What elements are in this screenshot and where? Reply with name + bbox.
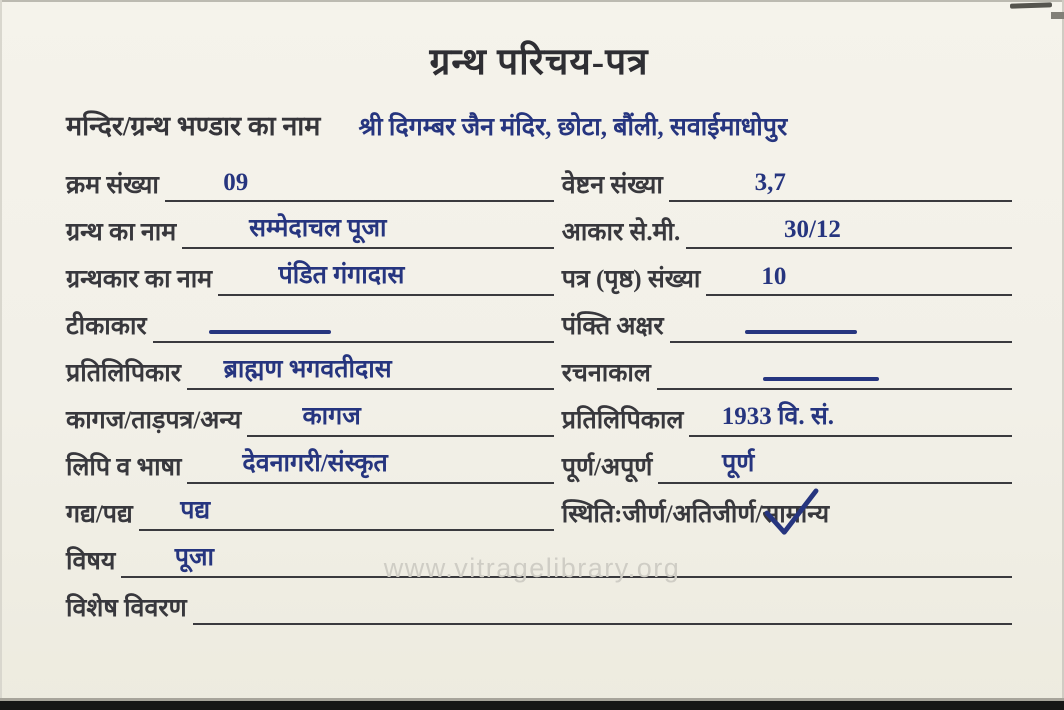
ink-dash (209, 330, 331, 334)
field-label (562, 501, 835, 531)
fill-line (247, 399, 553, 437)
handwritten-value: 30/12 (783, 216, 841, 244)
field-label: कागज/ताड़पत्र/अन्य (66, 407, 242, 435)
field-composition-date (554, 343, 1012, 390)
handwritten-value: पूर्ण (722, 450, 755, 478)
field-complete-incomplete (554, 437, 1012, 484)
field-label: क्रम संख्या (66, 172, 159, 200)
handwritten-value: 3,7 (754, 169, 786, 197)
field-label: गद्य/पद्य (66, 501, 133, 529)
field-label: पंक्ति अक्षर (561, 313, 664, 341)
scan-edge-bottom (0, 701, 1064, 710)
field-commentator (66, 296, 554, 343)
fill-line (658, 446, 1012, 484)
handwritten-value: देवनागरी/संस्कृत (242, 450, 388, 478)
field-label: पत्र (पृष्ठ) संख्या (561, 266, 701, 294)
field-bundle-number (554, 155, 1012, 202)
field-label: विशेष विवरण (66, 595, 187, 623)
field-copy-date (554, 390, 1012, 437)
handwritten-value: 09 (223, 169, 249, 197)
handwritten-value: 10 (761, 263, 787, 291)
fill-line (218, 258, 554, 296)
field-special-details (66, 578, 1012, 625)
field-serial-number (66, 155, 554, 202)
scan-corner-mark (1010, 2, 1052, 8)
fill-line (686, 211, 1012, 249)
scan-corner-mark (1051, 12, 1064, 19)
field-label: विषय (66, 548, 116, 576)
field-granth-name (66, 202, 554, 249)
fill-line (153, 305, 554, 343)
form-row (66, 202, 1012, 249)
form-row (66, 437, 1012, 484)
field-condition (554, 484, 1012, 531)
field-label: मन्दिर/ग्रन्थ भण्डार का नाम (66, 111, 321, 141)
field-label: लिपि व भाषा (66, 454, 182, 482)
field-label: पूर्ण/अपूर्ण (561, 454, 653, 482)
form-row (66, 578, 1012, 625)
fill-line (182, 211, 554, 249)
handwritten-value: पंडित गंगादास (278, 262, 405, 290)
form-row (66, 343, 1012, 390)
form-row (66, 484, 1012, 531)
field-label: रचनाकाल (561, 360, 651, 388)
field-prose-verse (66, 484, 554, 531)
field-label: आकार से.मी. (561, 219, 681, 247)
fill-line (657, 352, 1012, 390)
fill-line (193, 587, 1012, 625)
fill-line (139, 493, 554, 531)
form-row (66, 390, 1012, 437)
handwritten-value: पूजा (174, 544, 214, 572)
form-row (66, 155, 1012, 202)
field-repository-name (66, 109, 1012, 143)
handwritten-value: ब्राह्मण भगवतीदास (223, 356, 392, 384)
fill-line (670, 305, 1012, 343)
field-material (66, 390, 554, 437)
fill-line (669, 164, 1012, 202)
field-label: ग्रन्थ का नाम (66, 219, 177, 247)
condition-options: स्थिति:जीर्ण/अतिजीर्ण/ (561, 501, 763, 529)
field-label: वेष्टन संख्या (561, 172, 663, 200)
fill-line (706, 258, 1012, 296)
fill-line (187, 352, 554, 390)
ink-dash (763, 377, 879, 381)
fill-line (689, 399, 1012, 437)
page-title: ग्रन्थ परिचय-पत्र (429, 42, 649, 83)
watermark: www.vitragelibrary.org (383, 553, 681, 583)
handwritten-value: श्री दिगम्बर जैन मंदिर, छोटा, बौंली, सवाईमाधोपुर (358, 114, 788, 141)
field-label: टीकाकार (66, 313, 147, 341)
form-row (66, 249, 1012, 296)
field-leaf-count (554, 249, 1012, 296)
fill-line (165, 164, 554, 202)
handwritten-value: कागज (302, 403, 361, 431)
field-script-language (66, 437, 554, 484)
field-size-cm (554, 202, 1012, 249)
handwritten-value: पद्य (180, 497, 211, 525)
scan-edge-left (0, 0, 2, 710)
field-lines-letters (554, 296, 1012, 343)
handwritten-value: सम्मेदाचल पूजा (249, 215, 387, 243)
scan-edge-top (0, 0, 1064, 2)
form-content (66, 34, 1012, 625)
form-row (66, 296, 1012, 343)
field-author-name (66, 249, 554, 296)
condition-checked-option: सामान्य (762, 501, 829, 530)
field-label: प्रतिलिपिकार (66, 360, 181, 388)
fill-line (187, 446, 553, 484)
field-label: ग्रन्थकार का नाम (66, 266, 213, 294)
field-scribe (66, 343, 554, 390)
handwritten-value: 1933 वि. सं. (721, 403, 834, 431)
ink-dash (745, 330, 857, 334)
field-label: प्रतिलिपिकाल (561, 407, 684, 435)
